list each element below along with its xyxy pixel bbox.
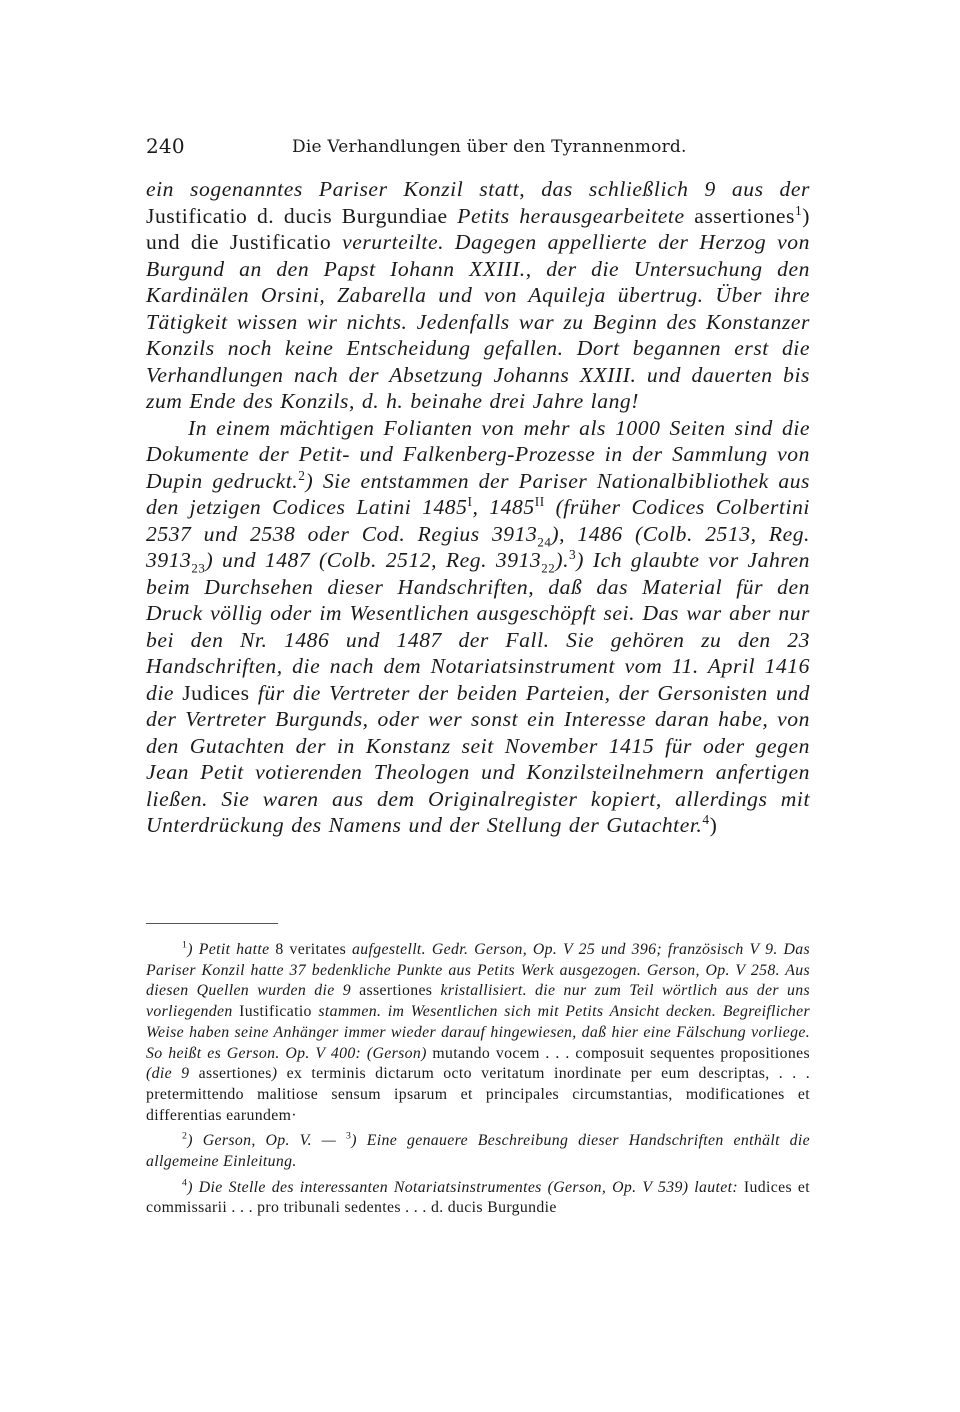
page-header [146,134,810,162]
text-run: assertiones [351,982,441,1000]
text-run: mutando vocem . . . composuit sequentes propositiones [426,1044,811,1062]
text-run: ) Sie entstammen der Pariser Nationalbibliothek aus den jetzigen Codices Latini 1485 [146,468,811,519]
text-run: ) Petit hatte [187,941,270,958]
footnote-ref: 1 [795,202,803,218]
main-text [146,176,810,839]
footnote-mark: 1 [182,939,188,951]
text-run: ) [709,813,718,837]
footnote-4 [146,1178,810,1219]
text-run: Judices [182,680,250,705]
text-run: stammen. im Wesentlichen sich mit Petits Ansicht decken. Begreiflicher Weise haben seine Anhänger immer wieder darauf hingewiesen, daß hier eine Fälschung vorliege. So heißt es Gerson. Op. V 400: (Gerson) [146,1003,810,1062]
text-run: Justificatio [229,230,332,254]
text-run: kristallisiert. die nur zum Teil wörtlich aus der uns vorliegenden [146,982,810,1021]
text-run: Justificatio d. ducis Burgundiae [146,203,448,228]
text-run: assertiones [694,203,795,228]
paragraph-2 [146,415,810,839]
text-run: ). [555,548,570,572]
text-run: ) und 1487 (Colb. 2512, Reg. 3913 [205,548,542,572]
running-title: Die Verhandlungen über den Tyrannenmord. [292,137,687,157]
subscript: 22 [541,560,556,576]
text-run: (die 9 [146,1065,190,1083]
text-run: verurteilte. Dagegen appellierte der Herzog von Burgund an den Papst Iohann XXIII., der die Untersuchung den Kardinälen Orsini, Zabarella und von Aquileja übertrug. Über ihre Tätigkeit wissen wir nichts. Jedenfalls war zu Beginn des Konstanzer Konzils noch keine Entscheidung gefallen. Dort begannen erst die Verhandlungen nach der Absetzung Johanns XXIII. und dauerten bis zum Ende des Konzils, d. h. beinahe drei Jahre lang! [146,230,810,413]
text-run: assertiones [189,1065,272,1083]
text-run: ), 1486 (Colb. 2513, Reg. 3913 [146,521,810,572]
text-run: ) und die [146,203,810,254]
text-run: (früher Codices Colbertini 2537 und 2538 oder Cod. Regius 3913 [146,495,810,546]
text-run: ) Gerson, Op. V. — [187,1132,347,1150]
footnote-mark: 2 [182,1131,188,1143]
text-run: aufgestellt. Gedr. Gerson, Op. V 25 und 396; französisch V 9. Das Pariser Konzil hatte 37 bedenkliche Punkte aus Petits Werk ausgezogen. Gerson, Op. V 258. Aus diesen Quellen wurden die 9 [146,941,811,1000]
subscript: 24 [537,533,552,549]
text-run: für die Vertreter der beiden Parteien, der Gersonisten und der Vertreter Burgunds, oder wer sonst ein Interesse daran habe, von den Gutachten der in Konstanz seit November 1415 für oder gegen Jean Petit votierenden Theologen und Konzilsteilnehmern anfertigen ließen. Sie waren aus dem Originalregister kopiert, allerdings mit Unterdrückung des Namens und der Stellung der Gutachter. [146,680,810,837]
footnote-mark: 4 [182,1177,188,1189]
text-run: , 1485 [472,495,535,519]
footnote-ref: 4 [702,811,710,827]
footnote-divider [146,923,278,924]
footnotes [146,940,810,1224]
text-run: ex terminis dictarum octo veritatum inordinate per eum descriptas, . . . pretermittendo malitiose sensum ipsarum et principales circumstantias, modificationes et differentias earundem· [146,1065,810,1124]
text-run: Iustificatio [232,1003,319,1021]
text-run: In einem mächtigen Folianten von mehr als 1000 Seiten sind die Dokumente der Petit- und Falkenberg-Prozesse in der Sammlung von Dupin gedruckt. [146,415,810,493]
paragraph-1 [146,176,810,415]
text-run: ) Die Stelle des interessanten Notariatsinstrumentes (Gerson, Op. V 539) lautet: [187,1178,738,1196]
page-number: 240 [146,134,185,158]
footnote-mark: 3 [346,1131,352,1143]
text-run: ) Ich glaubte vor Jahren beim Durchsehen dieser Handschriften, daß das Material für den Druck völlig oder im Wesentlichen ausgeschöpft sei. Das war aber nur bei den Nr. 1486 und 1487 der Fall. Sie gehören zu den 23 Handschriften, die nach dem Notariatsinstrument vom 11. April 1416 die [146,548,810,705]
text-run: ) [271,1065,278,1083]
text-run: Iudices et commissarii . . . pro tribunali sedentes . . . d. ducis Burgundie [146,1178,810,1217]
text-run: 8 veritates [269,941,353,958]
footnote-ref: 2 [298,467,306,483]
footnote-1 [146,940,810,1126]
text-run: ) Eine genauere Beschreibung dieser Handschriften enthält die allgemeine Einleitung. [146,1132,811,1171]
roman-numeral: II [534,493,545,509]
footnote-ref: 3 [569,546,577,562]
subscript: 23 [191,560,206,576]
text-run: ein sogenanntes Pariser Konzil statt, das schließlich 9 aus der [146,177,810,201]
footnote-2-3 [146,1131,810,1172]
roman-numeral: I [467,493,473,509]
text-run: Petits herausgearbeitete [447,203,695,228]
